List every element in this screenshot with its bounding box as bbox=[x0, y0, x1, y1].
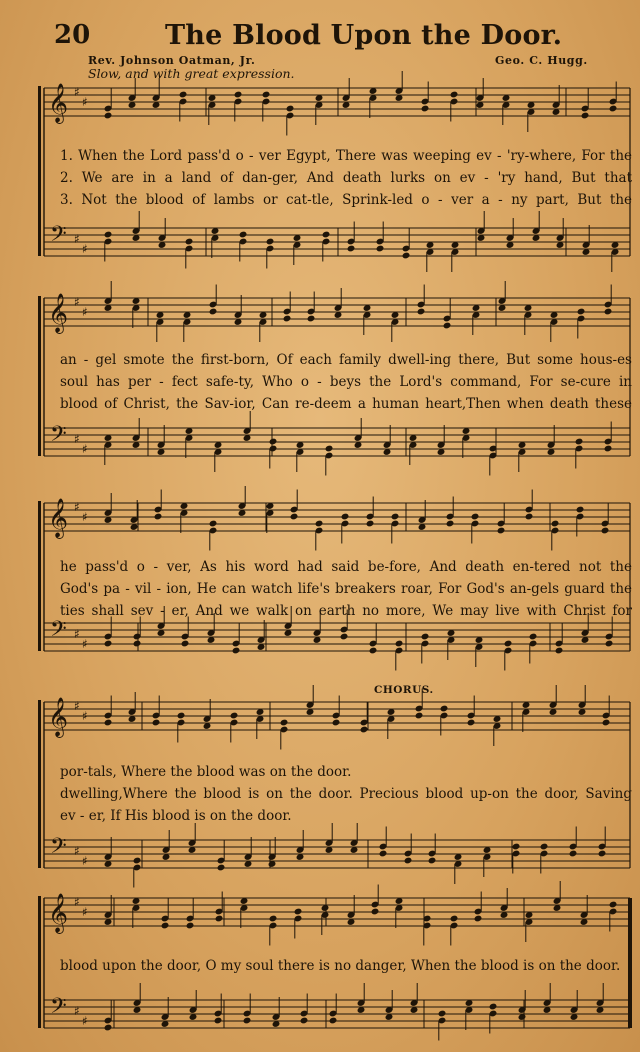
note-head bbox=[366, 520, 375, 528]
note-head bbox=[262, 91, 271, 99]
note-head bbox=[104, 112, 113, 120]
lyric-line-verse-1: an - gel smote the first-born, Of each family dwell-ing there, But some hous-es bbox=[60, 352, 632, 368]
treble-clef-icon: 𝄞 bbox=[48, 498, 69, 538]
note-head bbox=[232, 647, 241, 655]
hymn-title: The Blood Upon the Door. bbox=[165, 20, 563, 51]
music-system-3 bbox=[38, 495, 632, 670]
sharp-icon: ♯ bbox=[82, 95, 88, 109]
lyric-line-verse-2: God's pa - vil - ion, He can watch life's breakers roar, For God's an-gels guard the bbox=[60, 581, 632, 597]
note-head bbox=[369, 647, 378, 655]
sharp-icon: ♯ bbox=[82, 854, 88, 868]
sharp-icon: ♯ bbox=[74, 1004, 80, 1018]
note-head bbox=[391, 513, 400, 521]
note-head bbox=[234, 91, 243, 99]
treble-clef-icon: 𝄞 bbox=[48, 697, 69, 737]
lyric-line-verse-3: blood of Christ, the Sav-ior, Can re-deem a human heart,Then when death these bbox=[60, 396, 632, 412]
note-head bbox=[555, 647, 564, 655]
note-head bbox=[404, 857, 413, 865]
sharp-icon: ♯ bbox=[82, 709, 88, 723]
sharp-icon: ♯ bbox=[74, 627, 80, 641]
lyric-line-verse-3: 3. Not the blood of lambs or cat-tle, Sprink-led o - ver a - ny part, But the bbox=[60, 192, 632, 208]
note-head bbox=[609, 901, 618, 909]
note-head bbox=[581, 112, 590, 120]
note-head bbox=[602, 719, 611, 727]
note-head bbox=[450, 91, 459, 99]
note-head bbox=[604, 445, 613, 453]
bass-clef-icon: 𝄢 bbox=[50, 834, 67, 864]
music-system-4 bbox=[38, 684, 632, 880]
sharp-icon: ♯ bbox=[74, 844, 80, 858]
note-head bbox=[446, 520, 455, 528]
note-head bbox=[286, 105, 295, 113]
note-head bbox=[415, 712, 424, 720]
note-head bbox=[376, 245, 385, 253]
note-head bbox=[177, 712, 186, 720]
note-head bbox=[104, 1024, 113, 1032]
note-head bbox=[551, 520, 560, 528]
note-head bbox=[269, 915, 278, 923]
note-head bbox=[104, 719, 113, 727]
music-system-1 bbox=[38, 80, 632, 270]
note-head bbox=[360, 726, 369, 734]
sharp-icon: ♯ bbox=[82, 1014, 88, 1028]
note-head bbox=[133, 640, 142, 648]
note-head bbox=[395, 640, 404, 648]
note-head bbox=[489, 1003, 498, 1011]
sharp-icon: ♯ bbox=[82, 637, 88, 651]
note-head bbox=[569, 850, 578, 858]
note-head bbox=[525, 513, 534, 521]
note-head bbox=[467, 719, 476, 727]
note-head bbox=[181, 640, 190, 648]
note-head bbox=[300, 1017, 309, 1025]
note-head bbox=[438, 1010, 447, 1018]
note-head bbox=[243, 1017, 252, 1025]
note-head bbox=[341, 513, 350, 521]
note-head bbox=[474, 915, 483, 923]
note-head bbox=[417, 308, 426, 316]
note-head bbox=[512, 843, 521, 851]
note-head bbox=[428, 857, 437, 865]
lyric-line-verse-1: 1. When the Lord pass'd o - ver Egypt, There was weeping ev - 'ry-where, For the bbox=[60, 148, 632, 164]
note-head bbox=[104, 640, 113, 648]
lyric-line-verse-3: ev - er, If His blood is on the door. bbox=[60, 808, 292, 824]
note-head bbox=[152, 719, 161, 727]
lyric-line-verse-2: soul has per - fect safe-ty, Who o - beys the Lord's command, For se-cure in bbox=[60, 374, 632, 390]
note-head bbox=[186, 922, 195, 930]
note-head bbox=[540, 843, 549, 851]
note-head bbox=[340, 633, 349, 641]
sharp-icon: ♯ bbox=[74, 500, 80, 514]
system-brace bbox=[38, 501, 41, 651]
sharp-icon: ♯ bbox=[74, 432, 80, 446]
lyric-line-verse-2: dwelling,Where the blood is on the door. Precious blood up-on the door, Saving bbox=[60, 786, 632, 802]
note-head bbox=[443, 322, 452, 330]
note-head bbox=[379, 850, 388, 858]
note-head bbox=[283, 315, 292, 323]
note-head bbox=[450, 915, 459, 923]
note-head bbox=[280, 719, 289, 727]
note-head bbox=[154, 513, 163, 521]
note-head bbox=[598, 850, 607, 858]
note-head bbox=[269, 438, 278, 446]
note-head bbox=[402, 252, 411, 260]
note-head bbox=[325, 445, 334, 453]
note-head bbox=[307, 315, 316, 323]
note-head bbox=[209, 520, 218, 528]
staff-notation bbox=[38, 690, 632, 880]
bass-clef-icon: 𝄢 bbox=[50, 222, 67, 252]
sharp-icon: ♯ bbox=[74, 232, 80, 246]
note-head bbox=[217, 864, 226, 872]
note-head bbox=[601, 527, 610, 535]
note-head bbox=[604, 308, 613, 316]
note-head bbox=[239, 231, 248, 239]
note-head bbox=[322, 231, 331, 239]
system-brace bbox=[38, 896, 41, 1028]
sharp-icon: ♯ bbox=[82, 442, 88, 456]
note-head bbox=[179, 91, 188, 99]
note-head bbox=[576, 506, 585, 514]
sharp-icon: ♯ bbox=[82, 905, 88, 919]
note-head bbox=[471, 513, 480, 521]
note-head bbox=[133, 857, 142, 865]
system-brace bbox=[38, 296, 41, 456]
note-head bbox=[215, 915, 224, 923]
sharp-icon: ♯ bbox=[74, 85, 80, 99]
hymn-number: 20 bbox=[54, 20, 91, 50]
treble-clef-icon: 𝄞 bbox=[48, 83, 69, 123]
composer-credit: Geo. C. Hugg. bbox=[495, 54, 588, 67]
note-head bbox=[529, 633, 538, 641]
lyric-line-chorus: blood upon the door, O my soul there is no danger, When the blood is on the door. bbox=[60, 958, 621, 974]
note-head bbox=[161, 922, 170, 930]
lyricist-credit: Rev. Johnson Oatman, Jr. bbox=[88, 54, 256, 67]
note-head bbox=[315, 520, 324, 528]
lyric-line-verse-1: por-tals, Where the blood was on the door. bbox=[60, 764, 352, 780]
note-head bbox=[575, 438, 584, 446]
note-head bbox=[609, 105, 618, 113]
lyric-line-verse-1: he pass'd o - ver, As his word had said be-fore, And death en-tered not the bbox=[60, 559, 632, 575]
tempo-marking: Slow, and with great expression. bbox=[88, 66, 295, 81]
system-brace bbox=[38, 700, 41, 868]
note-head bbox=[421, 105, 430, 113]
lyric-line-verse-2: 2. We are in a land of dan-ger, And death lurks on ev - 'ry hand, But that bbox=[60, 170, 632, 186]
sharp-icon: ♯ bbox=[74, 295, 80, 309]
lyric-line-verse-3: ties shall sev - er, And we walk on earth no more, We may live with Christ for bbox=[60, 603, 632, 619]
note-head bbox=[371, 908, 380, 916]
system-brace bbox=[38, 86, 41, 256]
note-head bbox=[209, 308, 218, 316]
note-head bbox=[497, 527, 506, 535]
note-head bbox=[290, 513, 299, 521]
note-head bbox=[440, 705, 449, 713]
sharp-icon: ♯ bbox=[74, 699, 80, 713]
bass-clef-icon: 𝄢 bbox=[50, 994, 67, 1024]
bass-clef-icon: 𝄢 bbox=[50, 617, 67, 647]
bass-clef-icon: 𝄢 bbox=[50, 422, 67, 452]
note-head bbox=[104, 231, 113, 239]
note-head bbox=[185, 238, 194, 246]
note-head bbox=[266, 238, 275, 246]
sharp-icon: ♯ bbox=[74, 895, 80, 909]
sharp-icon: ♯ bbox=[82, 305, 88, 319]
note-head bbox=[230, 712, 239, 720]
note-head bbox=[421, 633, 430, 641]
sharp-icon: ♯ bbox=[82, 242, 88, 256]
note-head bbox=[605, 640, 614, 648]
sharp-icon: ♯ bbox=[82, 510, 88, 524]
note-head bbox=[577, 308, 586, 316]
treble-clef-icon: 𝄞 bbox=[48, 293, 69, 333]
note-head bbox=[347, 245, 356, 253]
note-head bbox=[329, 1017, 338, 1025]
chorus-label: CHORUS. bbox=[374, 684, 434, 696]
note-head bbox=[504, 640, 513, 648]
note-head bbox=[294, 908, 303, 916]
note-head bbox=[214, 1017, 223, 1025]
treble-clef-icon: 𝄞 bbox=[48, 893, 69, 933]
note-head bbox=[332, 719, 341, 727]
music-system-5 bbox=[38, 890, 632, 1052]
music-system-2 bbox=[38, 290, 632, 470]
